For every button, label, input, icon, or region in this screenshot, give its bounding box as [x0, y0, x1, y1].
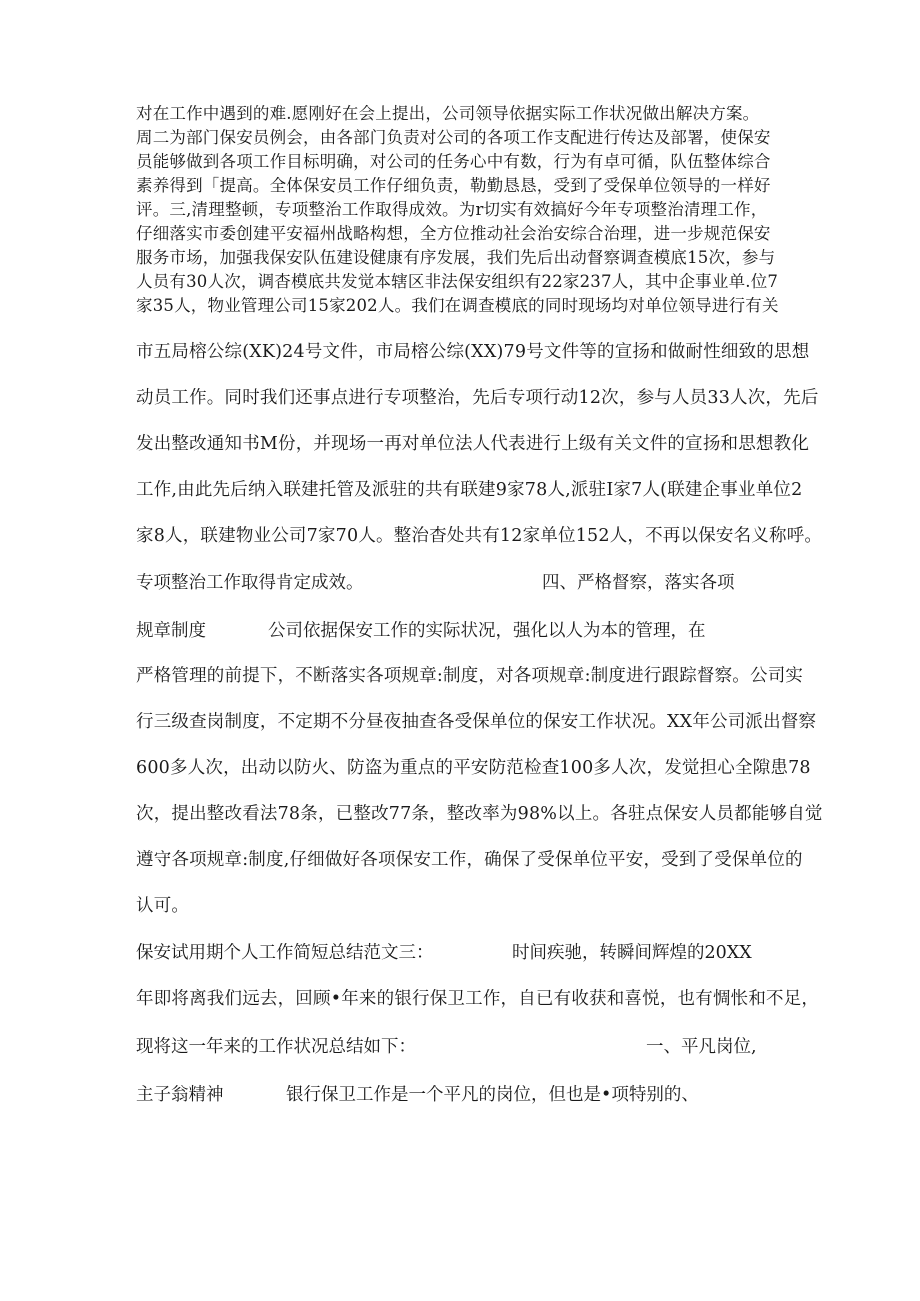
text-line-segment: 现将这一年来的工作状况总结如下： [136, 1037, 416, 1057]
article-title: 保安试用期个人工作简短总结范文三： [136, 943, 434, 963]
section-heading-1-cont: 主子翁精神 [136, 1085, 224, 1105]
text-line: 员能够做到各项工作目标明确，对公司的任务心中有数，行为有卓可循，队伍整体综合 [136, 152, 771, 171]
text-line: 600多人次，出动以防火、防盗为重点的平安防范检查100多人次，发觉担心全隙患78 [136, 758, 811, 778]
text-line: 周二为部门保安员例会，由各部门负责对公司的各项工作支配进行传达及部署，使保安 [136, 128, 771, 147]
text-line-segment: 专项整治工作取得肯定成效。 [136, 573, 364, 593]
text-line: 家35人，物业管理公司15家202人。我们在调查模底的同时现场均对单位领导进行有关 [136, 296, 779, 315]
text-line: 服务市场，加强我保安队伍建设健康有序发展，我们先后出动督察调查模底15次，参与 [136, 248, 776, 267]
section-heading-4: 四、严格督察，落实各项 [542, 573, 735, 593]
text-line: 次，提出整改看法78条，已整改77条，整改率为98%以上。各驻点保安人员都能够自觉 [136, 804, 823, 824]
text-line: 市五局榕公综(XK)24号文件，市局榕公综(XX)79号文件等的宣扬和做耐性细致的思想 [136, 342, 810, 362]
text-line: 行三级查岗制度，不定期不分昼夜抽查各受保单位的保安工作状况。XX年公司派出督察 [136, 712, 817, 732]
text-line: 遵守各项规章:制度,仔细做好各项保安工作，确保了受保单位平安，受到了受保单位的 [136, 850, 803, 870]
text-line: 人员有30人次，调杳模底共发觉本辖区非法保安组织有22家237人，其中企事业单.位7 [136, 272, 779, 291]
text-line: 仔细落实市委创建平安福州战略构想，全方位推动社会治安综合治理，进一步规范保安 [136, 224, 771, 243]
text-line: 评。三,清理整顿，专项整治工作取得成效。为r切实有效搞好今年专项整治清理工作， [136, 200, 768, 219]
section-heading-1: 一、平凡岗位, [646, 1037, 757, 1057]
text-line: 工作,由此先后纳入联建托管及派驻的共有联建9家78人,派驻I家7人(联建企事业单位2 [136, 480, 803, 500]
text-line-segment: 公司依据保安工作的实际状况，强化以人为本的管理，在 [268, 621, 706, 641]
text-line: 严格管理的前提下，不断落实各项规章:制度，对各项规章:制度进行跟踪督察。公司实 [136, 666, 804, 686]
text-line: 年即将离我们远去，回顾•年来的银行保卫工作，自已有收获和喜悦，也有惆怅和不足， [136, 989, 820, 1009]
section-heading-4-cont: 规章制度 [136, 621, 206, 641]
text-line-segment: 银行保卫工作是一个平凡的岗位，但也是•项特别的、 [286, 1085, 699, 1105]
text-line: 素养得到「提高。全体保安员工作仔细负责，勒勤恳恳，受到了受保单位领导的一样好 [136, 176, 771, 195]
text-line: 发出整改通知书M份，并现场一再对单位法人代表进行上级有关文件的宣扬和思想教化 [136, 434, 810, 454]
text-line: 动员工作。同时我们还事点进行专项整治，先后专项行动12次，参与人员33人次，先后 [136, 388, 819, 408]
text-line-segment: 时间疾驰，转瞬间辉煌的20XX [512, 943, 752, 963]
text-line: 家8人，联建物业公司7家70人。整治杳处共有12家单位152人，不再以保安名义称呼。 [136, 526, 823, 546]
text-line: 认可。 [136, 896, 190, 916]
text-line: 对在工作中遇到的难.愿刚好在会上提出，公司领导依据实际工作状况做出解决方案。 [136, 104, 760, 123]
